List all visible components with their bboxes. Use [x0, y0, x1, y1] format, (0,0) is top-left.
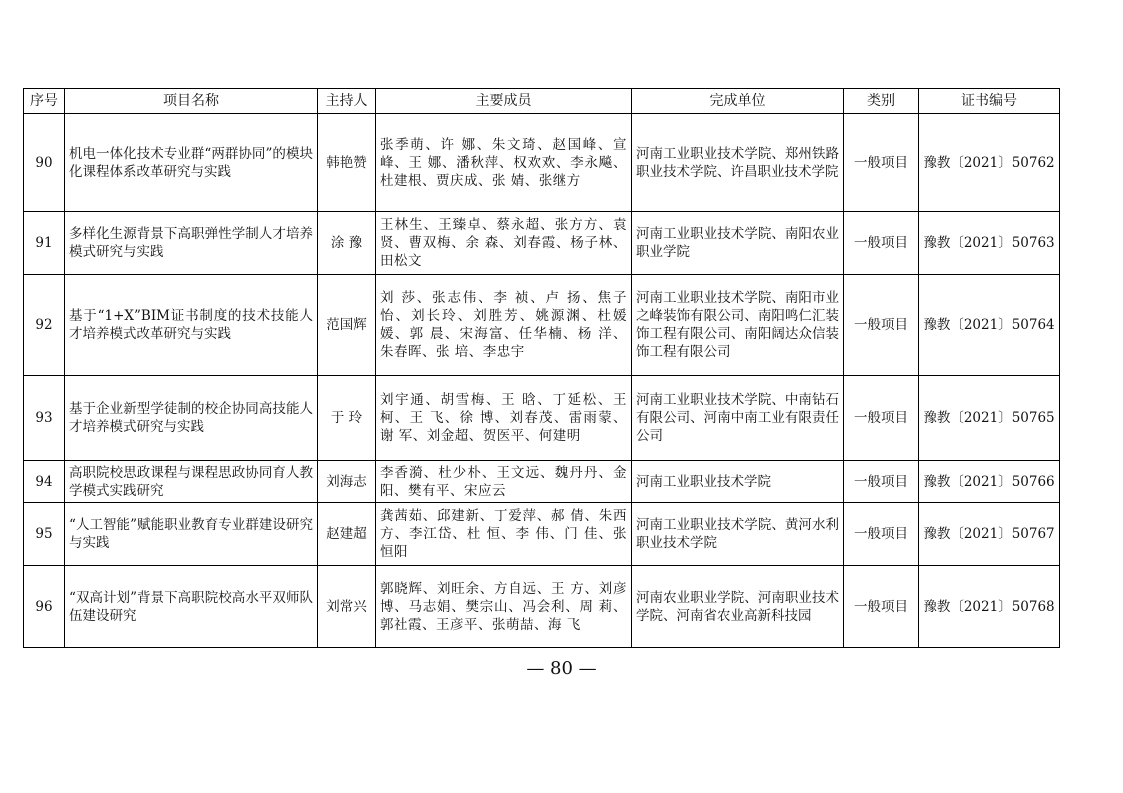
row-host: 赵建超 [318, 503, 376, 566]
row-type: 一般项目 [844, 503, 919, 566]
row-cert: 豫教〔2021〕50763 [919, 212, 1060, 275]
row-name: “人工智能”赋能职业教育专业群建设研究与实践 [65, 503, 318, 566]
page-number: — 80 — [526, 658, 597, 679]
row-no: 93 [24, 376, 65, 461]
row-type: 一般项目 [844, 275, 919, 376]
row-unit: 河南工业职业技术学院、郑州铁路职业技术学院、许昌职业技术学院 [632, 114, 844, 212]
row-no: 91 [24, 212, 65, 275]
row-members: 龚茜茹、邱建新、丁爱萍、郝 倩、朱西方、李江岱、杜 恒、李 伟、门 佳、张恒阳 [376, 503, 632, 566]
row-name: 基于“1+X”BIM证书制度的技术技能人才培养模式改革研究与实践 [65, 275, 318, 376]
table-row [24, 275, 1060, 376]
row-members: 王林生、王臻卓、蔡永超、张方方、袁 贤、曹双梅、余 森、刘春霞、杨子林、田松文 [376, 212, 632, 275]
row-host: 刘常兴 [318, 566, 376, 648]
row-name: 机电一体化技术专业群“两群协同”的模块化课程体系改革研究与实践 [65, 114, 318, 212]
row-unit: 河南工业职业技术学院、中南钻石有限公司、河南中南工业有限责任公司 [632, 376, 844, 461]
row-name: 多样化生源背景下高职弹性学制人才培养模式研究与实践 [65, 212, 318, 275]
header-unit: 完成单位 [632, 89, 844, 114]
row-members: 李香漪、杜少朴、王文远、魏丹丹、金 阳、樊有平、宋应云 [376, 461, 632, 503]
row-type: 一般项目 [844, 566, 919, 648]
row-type: 一般项目 [844, 461, 919, 503]
row-host: 范国辉 [318, 275, 376, 376]
row-cert: 豫教〔2021〕50766 [919, 461, 1060, 503]
header-cert: 证书编号 [919, 89, 1060, 114]
row-host: 韩艳赞 [318, 114, 376, 212]
row-no: 90 [24, 114, 65, 212]
row-type: 一般项目 [844, 114, 919, 212]
row-unit: 河南工业职业技术学院、南阳农业职业学院 [632, 212, 844, 275]
table-row [24, 566, 1060, 648]
row-host: 刘海志 [318, 461, 376, 503]
table-row [24, 376, 1060, 461]
row-cert: 豫教〔2021〕50767 [919, 503, 1060, 566]
header-members: 主要成员 [376, 89, 632, 114]
row-members: 郭晓辉、刘旺余、方自远、王 方、刘彦博、马志娟、樊宗山、冯会利、周 莉、郭社霞、王彦平、张萌喆、海 飞 [376, 566, 632, 648]
row-members: 刘 莎、张志伟、李 祯、卢 扬、焦子怡、刘长玲、刘胜芳、姚源渊、杜媛媛、郭 晨、宋海富、任华楠、杨 洋、朱春晖、张 培、李忠宇 [376, 275, 632, 376]
row-host: 于 玲 [318, 376, 376, 461]
row-no: 96 [24, 566, 65, 648]
projects-table [23, 88, 1060, 648]
row-cert: 豫教〔2021〕50764 [919, 275, 1060, 376]
row-no: 95 [24, 503, 65, 566]
row-members: 张季萌、许 娜、朱文琦、赵国峰、宣 峰、王 娜、潘秋萍、权欢欢、李永飚、杜建根、贾庆成、张 婧、张继方 [376, 114, 632, 212]
table-row [24, 461, 1060, 503]
row-unit: 河南工业职业技术学院、南阳市业之峰装饰有限公司、南阳鸣仁汇装饰工程有限公司、南阳阔达众信装饰工程有限公司 [632, 275, 844, 376]
row-type: 一般项目 [844, 212, 919, 275]
row-unit: 河南工业职业技术学院、黄河水利职业技术学院 [632, 503, 844, 566]
header-name: 项目名称 [65, 89, 318, 114]
header-no: 序号 [24, 89, 65, 114]
row-unit: 河南工业职业技术学院 [632, 461, 844, 503]
table-row [24, 114, 1060, 212]
row-unit: 河南农业职业学院、河南职业技术学院、河南省农业高新科技园 [632, 566, 844, 648]
row-host: 涂 豫 [318, 212, 376, 275]
row-members: 刘宇通、胡雪梅、王 晗、丁延松、王 柯、王 飞、徐 博、刘春茂、雷雨蒙、谢 军、刘金超、贺医平、何建明 [376, 376, 632, 461]
row-type: 一般项目 [844, 376, 919, 461]
row-name: “双高计划”背景下高职院校高水平双师队伍建设研究 [65, 566, 318, 648]
header-type: 类别 [844, 89, 919, 114]
row-cert: 豫教〔2021〕50765 [919, 376, 1060, 461]
row-cert: 豫教〔2021〕50768 [919, 566, 1060, 648]
header-host: 主持人 [318, 89, 376, 114]
table-row [24, 503, 1060, 566]
row-name: 高职院校思政课程与课程思政协同育人教学模式实践研究 [65, 461, 318, 503]
row-name: 基于企业新型学徒制的校企协同高技能人才培养模式研究与实践 [65, 376, 318, 461]
row-no: 92 [24, 275, 65, 376]
table-row [24, 212, 1060, 275]
row-no: 94 [24, 461, 65, 503]
row-cert: 豫教〔2021〕50762 [919, 114, 1060, 212]
header-row [24, 89, 1060, 114]
